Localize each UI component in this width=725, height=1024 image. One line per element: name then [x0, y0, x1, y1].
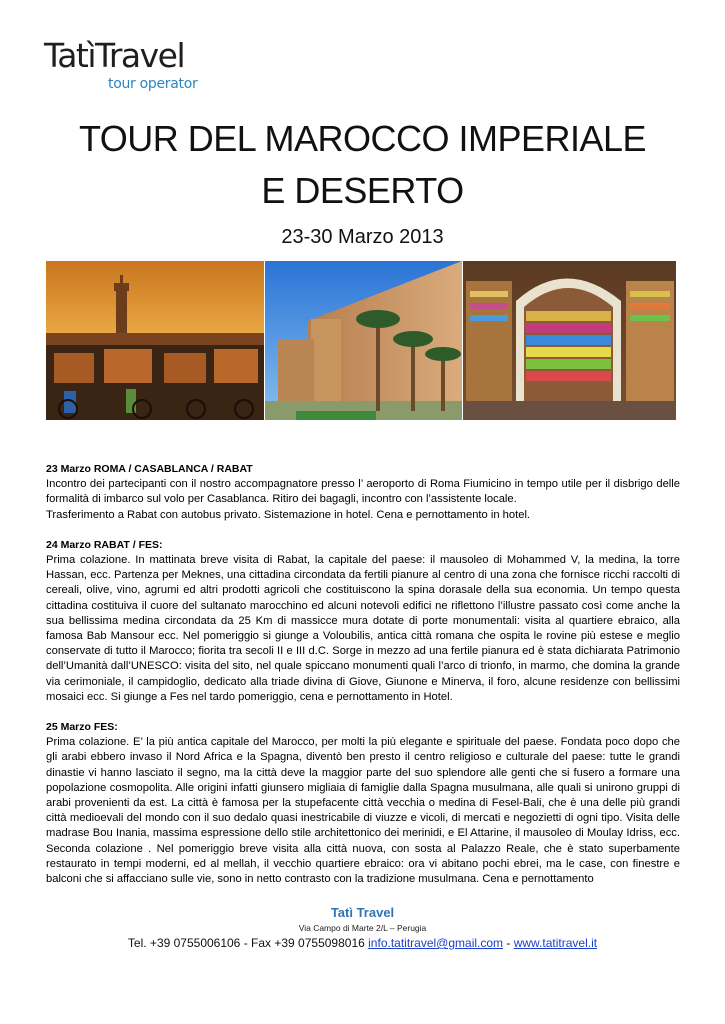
- email-link[interactable]: info.tatitravel@gmail.com: [368, 936, 504, 950]
- day-paragraph: Trasferimento a Rabat con autobus privato. Sistemazione in hotel. Cena e pernottamento in hotel.: [46, 508, 531, 521]
- footer-brand: Tatì Travel: [330, 905, 395, 920]
- footer-separator: -: [503, 936, 514, 950]
- day-heading: 25 Marzo FES:: [46, 721, 118, 734]
- itinerary: [46, 462, 680, 887]
- footer-contacts: [0, 936, 725, 950]
- photo-souk-slippers: [463, 261, 676, 420]
- page-title-line1: TOUR DEL MAROCCO IMPERIALE: [78, 118, 647, 159]
- logo-brand: TatìTravel: [44, 36, 185, 75]
- tour-dates: 23-30 Marzo 2013: [281, 226, 444, 248]
- footer-address: Via Campo di Marte 2/L – Perugia: [298, 923, 427, 933]
- day-paragraph: Prima colazione. E’ la più antica capitale del Marocco, per molti la più elegante e spirituale del paese. Fondata poco dopo che gli arabi ebbero invaso il Nord Africa e la Spagna, diventò ben presto il centro religioso e culturale del paese: tutte le grandi dinastie vi hanno lasciato il segno, ma la città deve la maggior parte del suo splendore alle genti che si fusero a formare una popolazione cosmopolita. Alle origini infatti giunsero migliaia di famiglie dalla Spagna musulmana, alle quali si unirono gruppi di arabi provenienti da est. La città è famosa per la stupefacente città vecchia o medina di Fesel-Bali, che è una delle più grandi città medioevali del mondo con il suo dedalo quasi inestricabile di viuzze e vicoli, di mercati e negozietti di ogni tipo. Visita delle madrase Bou Inania, massima espressione dello stile architettonico dei merinidi, e El Attarine, il mausoleo di Moulay Idriss, ecc. Seconda colazione . Nel pomeriggio breve visita alla città nuova, con sosta al Palazzo Reale, che è stato superbamente restaurato in tempi moderni, ed al mellah, il vecchio quartiere ebraico: ora vi abitano pochi ebrei, ma le case, con finestre e balconi che si affacciano sulle vie, sono in netto contrasto con la tradizione musulmana. Cena e pernottamento: [46, 736, 680, 886]
- day-heading: 23 Marzo ROMA / CASABLANCA / RABAT: [46, 463, 253, 475]
- day-paragraph: Prima colazione. In mattinata breve visita di Rabat, la capitale del paese: il mausoleo di Mohammed V, la medina, la torre Hassan, ecc. Partenza per Meknes, una cittadina circondata da fertili pianure al centro di una zona che fornisce ricchi raccolti di cereali, olive, vino, agrumi ed altri prodotti agricoli che costituiscono la spina dorasale della sua economia. Un tempo questa cittadina costituiva il cuore del sultanato marocchino ed alcuni notevoli edifici ne riflettono l’illustre passato così come anche la sua bellissima medina circondata da 25 Km di massicce mura dotate di porte monumentali: visita al quartiere ebraico, alla famosa Bab Mansour ecc. Nel pomeriggio si giunge a Voloubilis, antica città romana che ospita le rovine più estese e meglio conservate di tutto il Marocco; fiorita tra secoli II e III d.C. Sorge in mezzo ad una fertile pianura ed è stata dichiarata Patrimonio dell’Umanità dall’UNESCO: visita del sito, nel quale spiccano monumenti quali l’arco di trionfo, in marmo, che domina la grande via cerimoniale, il campidoglio, dedicato alla triade divina di Giove, Giunone e Minerva, il foro, alcune residenze con bellissimi mosaici ecc. Si giunge a Fes nel tardo pomeriggio, cena e pernottamento in Hotel.: [46, 554, 680, 703]
- photo-marrakech-market: [46, 261, 264, 420]
- logo-tagline: tour operator: [108, 76, 198, 92]
- day-heading: 24 Marzo RABAT / FES:: [46, 538, 163, 551]
- photo-rabat-walls: [265, 261, 462, 420]
- logo: [44, 36, 198, 92]
- page-title-line2: E DESERTO: [261, 170, 464, 211]
- photo-strip: [46, 261, 676, 420]
- phone-fax: Tel. +39 0755006106 - Fax +39 0755098016: [127, 936, 365, 950]
- website-link[interactable]: www.tatitravel.it: [513, 936, 598, 950]
- day-paragraph: Incontro dei partecipanti con il nostro accompagnatore presso l’ aeroporto di Roma Fiumicino in tempo utile per il disbrigo delle formalità di imbarco sul volo per Casablanca. Ritiro dei bagagli, incontro con l’assistente locale.: [46, 478, 680, 506]
